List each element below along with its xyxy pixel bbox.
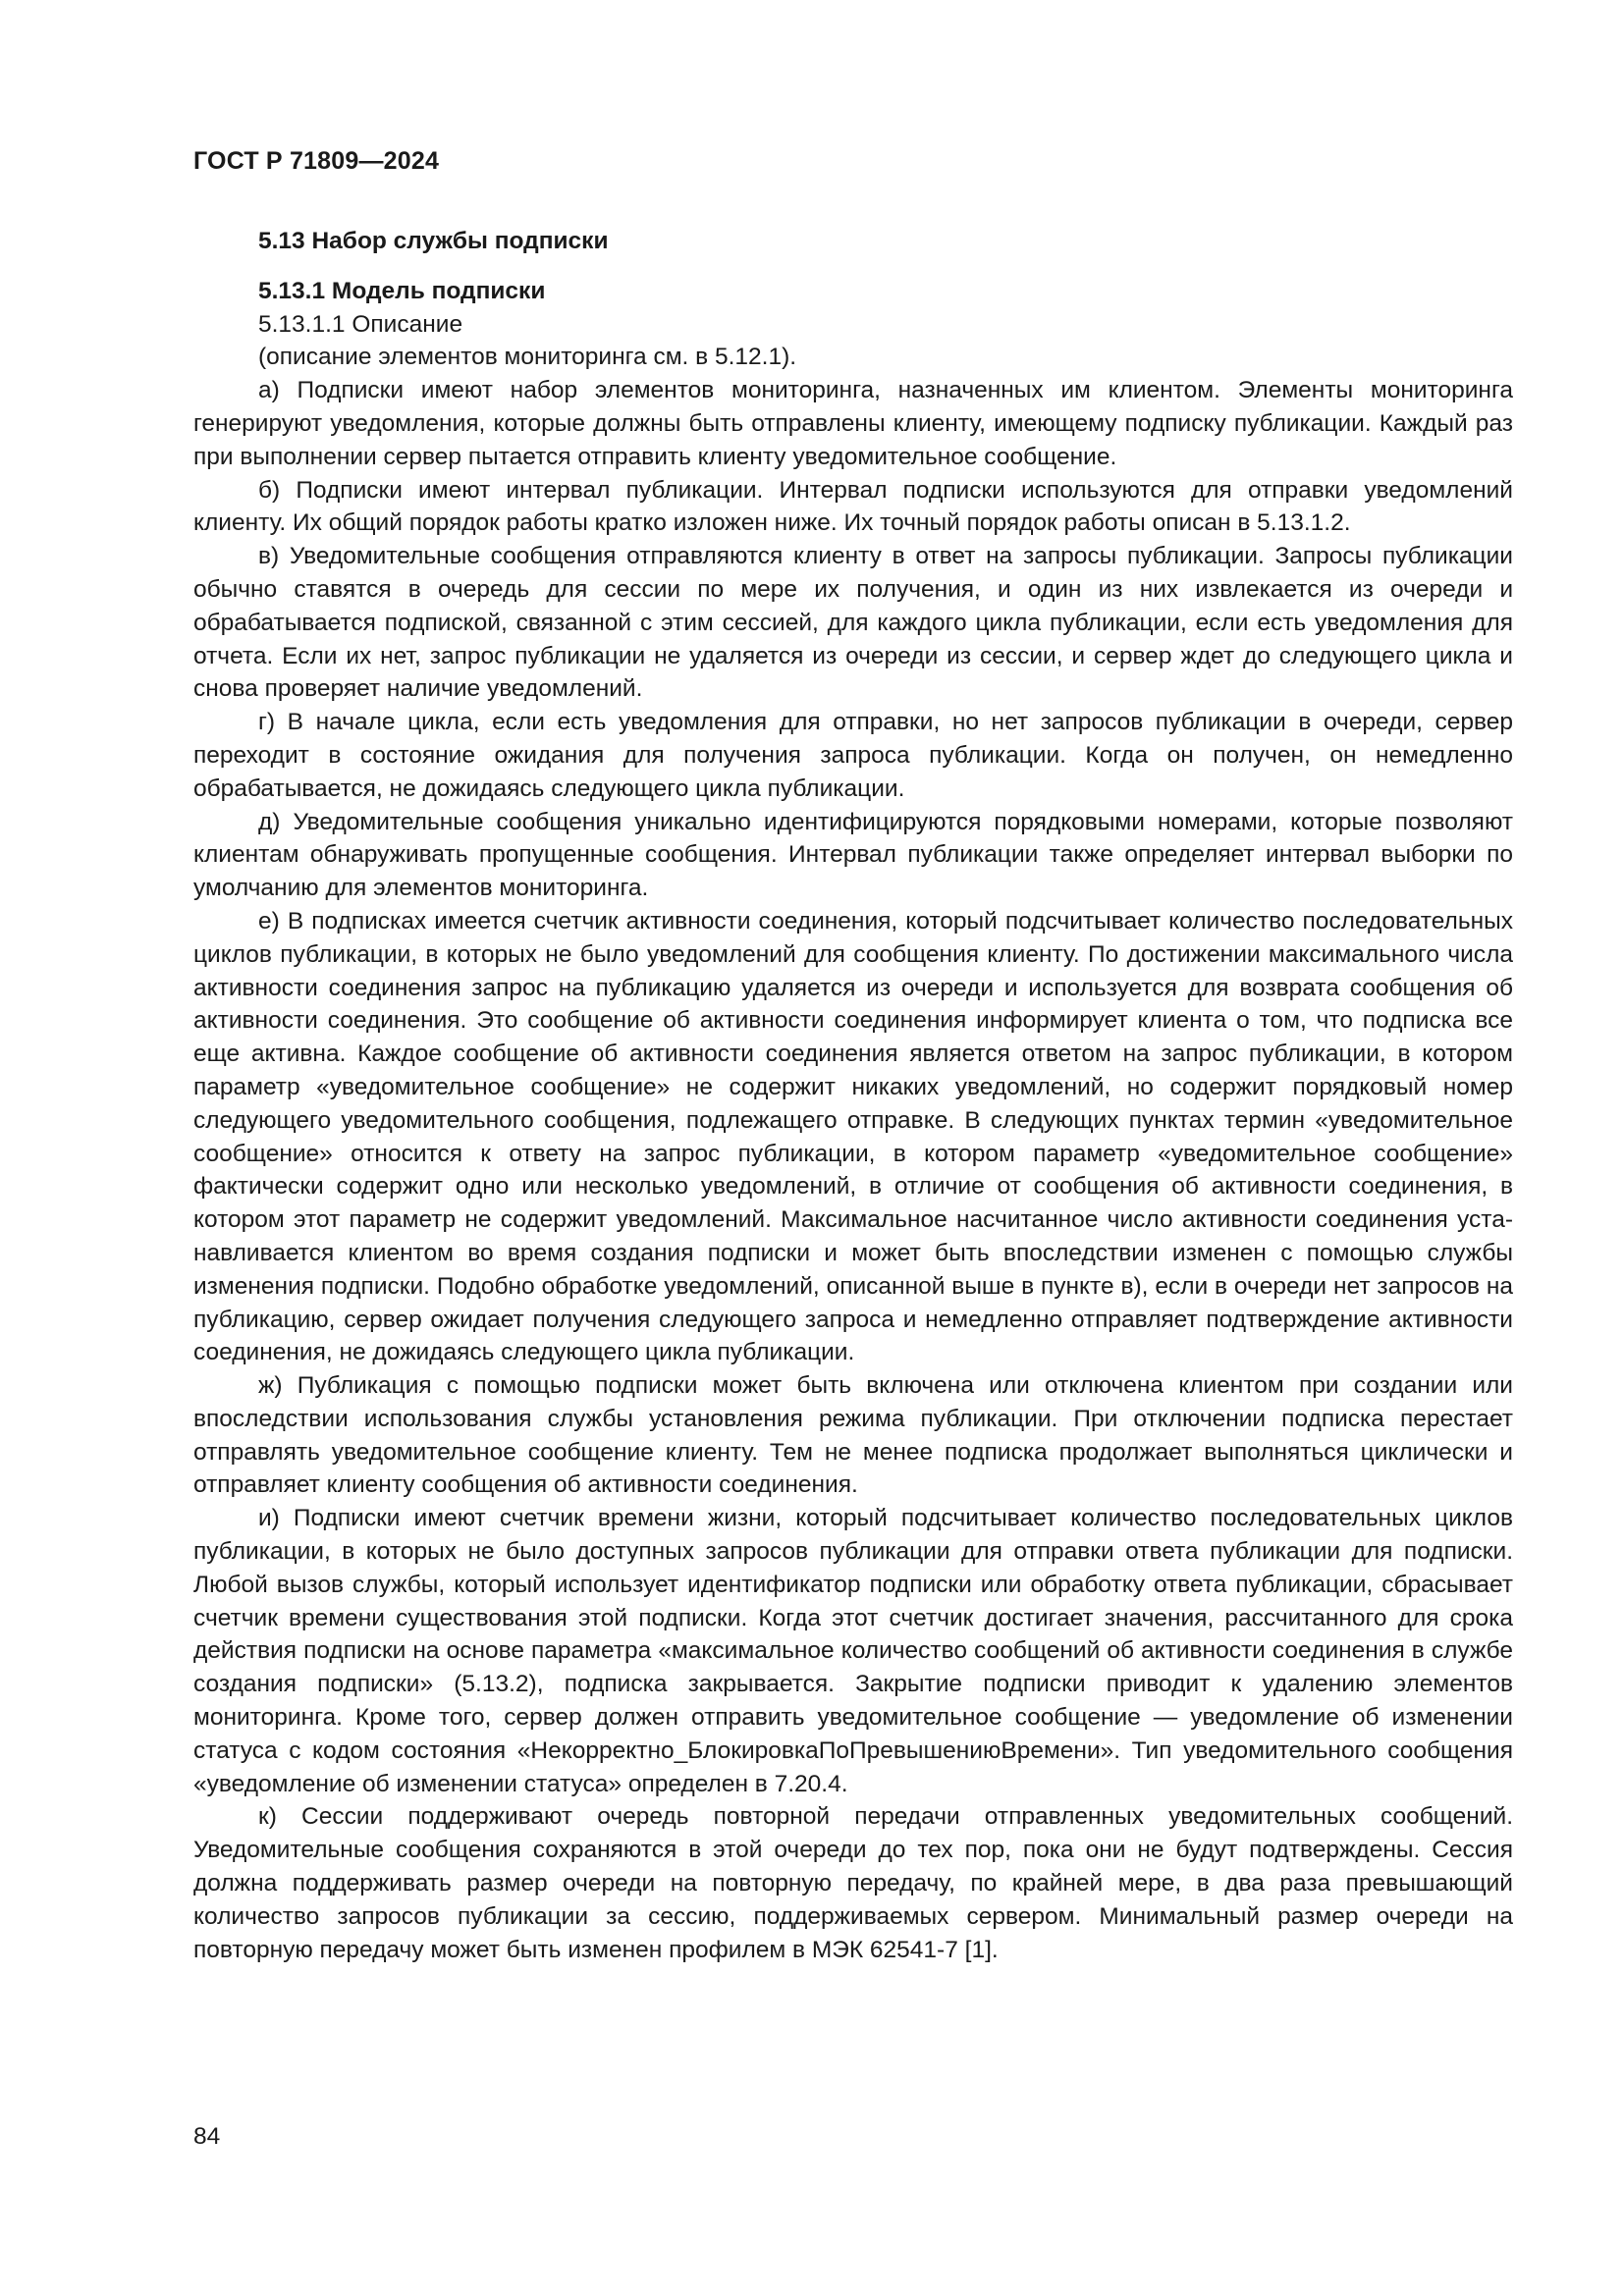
paragraph-b: б) Подписки имеют интервал публикации. Интервал подписки используются для отправки уведомлений клиенту. Их общий порядок работы кратко изложен ниже. Их точный порядок работы описан в 5.13.1.2.: [193, 476, 1513, 537]
paragraph-i: и) Подписки имеют счетчик времени жизни, который подсчитывает количество последовательных циклов публикации, в которых не было доступных запросов публикации для отправки ответа публикации для подписки. Любой вызов службы, который использует идентификатор подписки или обработку ответа публикации, сбрасывает счетчик времени существования этой подписки. Когда этот счетчик достигает значения, рассчитанного для срока действия подписки на основе параметра «максимальное количество сообщений об активности соединения в службе создания подписки» (5.13.2), подписка закрывается. Закрытие подписки приводит к удалению элементов мониторинга. Кроме того, сервер должен отправить уведомительное сообщение — уведомление об изменении статуса с кодом состояния «Некорректно_БлокировкаПоПревышениюВремени». Тип уведомительного сообщения «уведомление об изменении статуса» определен в 7.20.4.: [193, 1505, 1513, 1797]
paragraph-a: а) Подписки имеют набор элементов мониторинга, назначенных им клиентом. Элементы мониторинга генерируют уведомления, которые должны быть отправлены клиенту, имеющему подписку публикации. Каждый раз при выполнении сервер пытается отправить клиенту уведомительное сообщение.: [193, 377, 1513, 470]
paragraph-k: к) Сессии поддерживают очередь повторной передачи отправленных уведомительных сообщений. Уведомительные сообщения сохраняются в этой очереди до тех пор, пока они не будут подтверждены. Сессия должна поддерживать размер очереди на повторную передачу, по крайней мере, в два раза превышающий количество запросов публикации за сессию, поддерживаемых сервером. Минимальный размер очереди на повторную передачу может быть изменен профилем в МЭК 62541-7 [1].: [193, 1803, 1513, 1963]
paragraph-v: в) Уведомительные сообщения отправляются клиенту в ответ на запросы публикации. Запросы публикации обычно ставятся в очередь для сессии по мере их получения, и один из них извлекается из очереди и обрабатывается подпиской, связанной с этим сессией, для каждого цикла публикации, если есть уведомления для отчета. Если их нет, запрос публикации не удаляется из очереди из сессии, и сервер ждет до следующего цикла и снова проверяет наличие уведомлений.: [193, 543, 1513, 703]
paragraph-g: г) В начале цикла, если есть уведомления для отправки, но нет запросов публикации в очереди, сервер переходит в состояние ожидания для получения запроса публикации. Когда он получен, он немедленно обрабатывается, не дожидаясь следующего цикла публикации.: [193, 709, 1513, 802]
document-header: ГОСТ Р 71809—2024: [193, 147, 440, 175]
clause-note: (описание элементов мониторинга см. в 5.12.1).: [258, 344, 797, 371]
document-body: [193, 225, 1513, 1966]
paragraph-e: е) В подписках имеется счетчик активности соединения, который подсчитывает количество последовательных циклов публикации, в которых не было уведомлений для сообщения клиенту. По достижении максимального числа активности соединения запрос на публикацию удаляется из очереди и используется для возврата сообщения об активности соединения. Это сообщение об активности соединения информирует клиента о том, что подписка все еще активна. Каждое сообщение об активности соединения является ответом на запрос публикации, в котором параметр «уведомительное сообщение» не содержит никаких уведомлений, но содержит порядковый номер следующего уведомительного сообщения, подлежащего отправке. В следующих пунктах термин «уведомительное сообщение» относится к ответу на запрос публикации, в котором параметр «уведомительное сообщение» фактически содержит одно или несколько уведомлений, в отличие от сообщения об активности соединения, в котором этот параметр не содержит уведомлений. Максимальное насчитанное число активности соединения устанавливается клиентом во время создания подписки и может быть впоследствии изменен с помощью службы изменения подписки. Подобно обработке уведомлений, описанной выше в пункте в), если в очереди нет запросов на публикацию, сервер ожидает получения следующего запроса и немедленно отправляет подтверждение активности соединения, не дожидаясь следующего цикла публикации.: [193, 907, 1513, 1366]
subsection-title: 5.13.1 Модель подписки: [258, 277, 546, 304]
page-number: 84: [193, 2123, 221, 2150]
paragraph-zh: ж) Публикация с помощью подписки может быть включена или отключена клиентом при создании или впоследствии использования службы установления режима публикации. При отключении подписка перестает отправлять уведомительное сообщение клиенту. Тем не менее подписка продолжает выполняться циклически и отправляет клиенту сообщения об активности соединения.: [193, 1372, 1513, 1499]
clause-title: 5.13.1.1 Описание: [258, 310, 463, 338]
paragraph-d: д) Уведомительные сообщения уникально идентифицируются порядковыми номерами, которые позволяют клиентам обнаруживать пропущенные сообщения. Интервал публикации также определяет интервал выборки по умолчанию для элементов мониторинга.: [193, 808, 1513, 902]
section-title: 5.13 Набор службы подписки: [258, 228, 609, 254]
